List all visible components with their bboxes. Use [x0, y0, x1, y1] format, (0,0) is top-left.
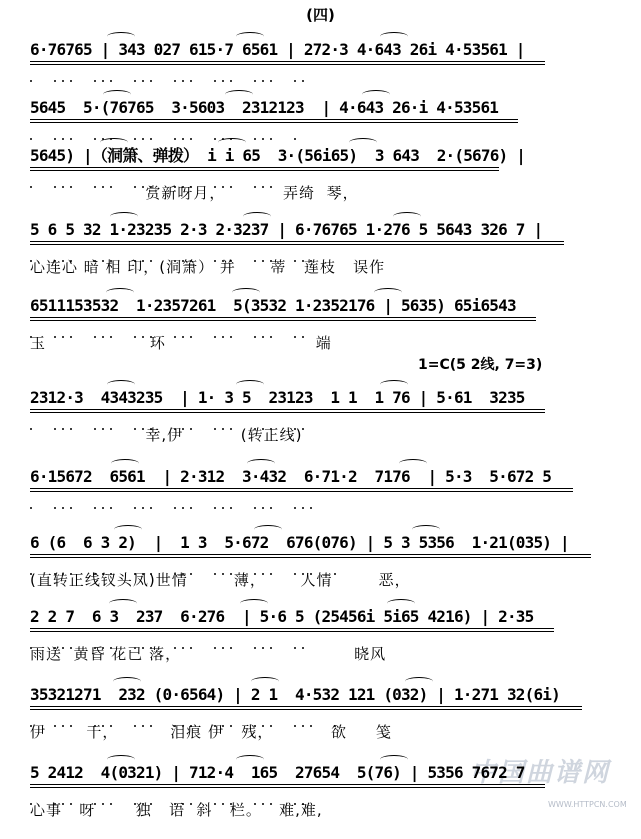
octave-dots — [30, 790, 310, 793]
slur-mark — [236, 380, 264, 389]
notation-line: 5 2412 4(0321) | 712·4 165 27654 5(76) | 5356 7672 7 — [30, 763, 525, 782]
beam-line — [30, 412, 545, 413]
notation-line: 6511153532 1·2357261 5(3532 1·2352176 | 5635) 65i6543 — [30, 296, 516, 315]
lyrics-line: 心连心 暗 相 印，(洞箫） 并 蒂 莲枝 误作 — [30, 258, 386, 276]
score-line — [0, 388, 641, 464]
section-title: (四) — [306, 6, 335, 24]
beam-line — [30, 709, 582, 710]
slur-mark — [110, 212, 138, 221]
notation-line: 5645) |（洞箫、弹拨） i i 65 3·(56i65) 3 643 2·(5676) | — [30, 146, 526, 165]
beam-line — [30, 167, 499, 168]
beam-line — [30, 170, 499, 171]
slur-mark — [114, 525, 142, 534]
slur-mark — [236, 755, 264, 764]
beam-line — [30, 787, 545, 788]
octave-dots — [30, 560, 342, 563]
notation-line: 6·15672 6561 | 2·312 3·432 6·71·2 7176 | 5·3 5·672 5 — [30, 467, 552, 486]
beam-line — [30, 61, 545, 62]
slur-mark — [100, 138, 128, 147]
slur-mark — [254, 525, 282, 534]
notation-line: 6 (6 6 3 2) | 1 3 5·672 676(076) | 5 3 5356 1·21(035) | — [30, 533, 569, 552]
octave-dots — [30, 634, 310, 637]
notation-line: 6·76765 | 343 027 615·7 6561 | 272·3 4·643 26i 4·53561 | — [30, 40, 525, 59]
beam-line — [30, 241, 564, 242]
score-line — [0, 607, 641, 683]
slur-mark — [236, 32, 264, 41]
watermark-logo: 中国曲谱网 — [470, 758, 611, 788]
score-line — [0, 685, 641, 761]
slur-mark — [387, 599, 415, 608]
beam-line — [30, 557, 591, 558]
octave-dots — [30, 67, 310, 70]
notation-line: 2 2 7 6 3 237 6·276 | 5·6 5 (25456i 5i65 4216) | 2·35 — [30, 607, 534, 626]
beam-line — [30, 119, 518, 120]
beam-line — [30, 122, 518, 123]
beam-line — [30, 64, 545, 65]
octave-dots — [30, 125, 302, 128]
slur-mark — [225, 90, 253, 99]
score-line — [0, 146, 641, 222]
score-line — [0, 467, 641, 543]
octave-dots — [30, 494, 334, 497]
slur-mark — [107, 380, 135, 389]
slur-mark — [103, 90, 131, 99]
lyrics-line: 心事 呀 独 语 斜 栏。 难,难, — [30, 801, 323, 819]
slur-mark — [113, 677, 141, 686]
octave-dots — [30, 173, 294, 176]
lyrics-line: 赏新呀月， 弄绮 琴， — [30, 184, 359, 202]
octave-dots — [30, 712, 342, 715]
score-line — [0, 763, 641, 839]
beam-line — [30, 244, 564, 245]
slur-mark — [393, 212, 421, 221]
slur-mark — [399, 459, 427, 468]
beam-line — [30, 320, 536, 321]
slur-mark — [362, 90, 390, 99]
beam-line — [30, 784, 545, 785]
slur-mark — [218, 138, 246, 147]
score-line — [0, 296, 641, 372]
slur-mark — [380, 32, 408, 41]
slur-mark — [374, 288, 402, 297]
slur-mark — [240, 599, 268, 608]
slur-mark — [232, 288, 260, 297]
octave-dots — [30, 323, 310, 326]
beam-line — [30, 488, 573, 489]
beam-line — [30, 409, 545, 410]
notation-line: 5645 5·(76765 3·5603 2312123 | 4·643 26·i 4·53561 — [30, 98, 499, 117]
beam-line — [30, 706, 582, 707]
beam-line — [30, 628, 554, 629]
beam-line — [30, 317, 536, 318]
slur-mark — [251, 677, 279, 686]
lyrics-line: 伊 干， 泪痕 伊 残， 欲 笺 — [30, 723, 392, 741]
slur-mark — [107, 755, 135, 764]
slur-mark — [405, 677, 433, 686]
slur-mark — [380, 380, 408, 389]
lyrics-line: 幸,伊 (转正线) — [30, 426, 303, 444]
slur-mark — [380, 755, 408, 764]
slur-mark — [106, 288, 134, 297]
slur-mark — [107, 32, 135, 41]
slur-mark — [111, 459, 139, 468]
score-line — [0, 533, 641, 609]
notation-line: 2312·3 4343235 | 1· 3 5 23123 1 1 1 76 | 5·61 3235 — [30, 388, 525, 407]
octave-dots — [30, 247, 334, 250]
slur-mark — [247, 459, 275, 468]
slur-mark — [412, 525, 440, 534]
lyrics-line: 雨送 黄昏 花已 落， 晓风 — [30, 645, 387, 663]
beam-line — [30, 631, 554, 632]
score-line — [0, 220, 641, 296]
octave-dots — [30, 415, 310, 418]
watermark-url: WWW.HTTPCN.COM — [548, 800, 627, 809]
lyrics-line: 玉 环 端 — [30, 334, 332, 352]
beam-line — [30, 554, 591, 555]
notation-line: 5 6 5 32 1·23235 2·3 2·3237 | 6·76765 1·276 5 5643 326 7 | — [30, 220, 543, 239]
notation-line: 35321271 232 (0·6564) | 2 1 4·532 121 (032) | 1·271 32(6i) — [30, 685, 560, 704]
slur-mark — [243, 212, 271, 221]
lyrics-line: (直转正线钗头凤)世情 薄， 人情 恶， — [30, 571, 411, 589]
slur-mark — [349, 138, 377, 147]
beam-line — [30, 491, 573, 492]
key-annotation: 1=C(5 2线, 7=3) — [418, 357, 543, 373]
slur-mark — [109, 599, 137, 608]
